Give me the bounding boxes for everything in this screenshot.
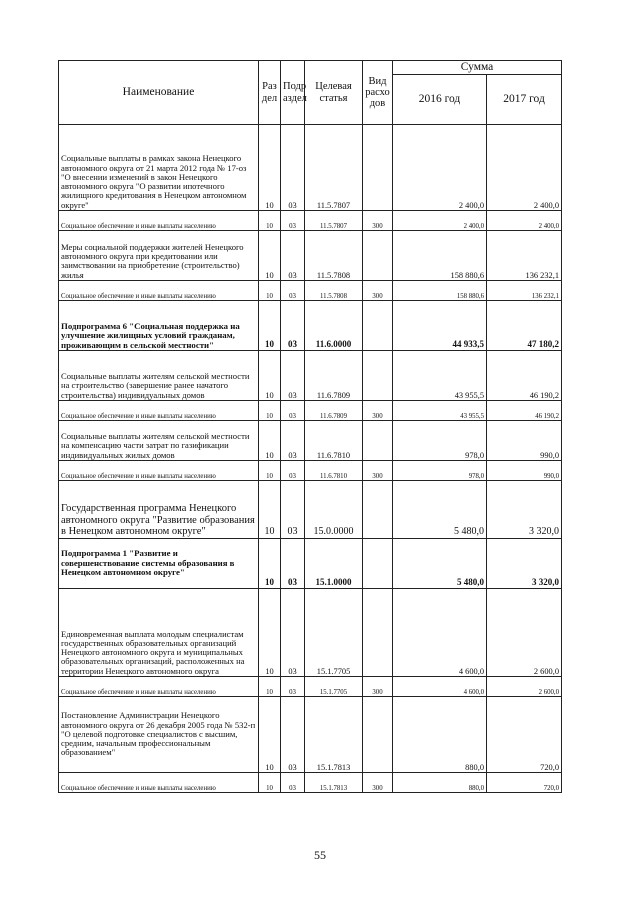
row-podrazdel: 03 bbox=[281, 125, 305, 211]
row-year-2016: 44 933,5 bbox=[393, 301, 487, 351]
row-year-2017: 46 190,2 bbox=[487, 401, 562, 421]
row-expense-type bbox=[363, 589, 393, 677]
row-razdel: 10 bbox=[259, 281, 281, 301]
row-year-2017: 136 232,1 bbox=[487, 281, 562, 301]
row-target: 15.1.7705 bbox=[305, 589, 363, 677]
row-year-2017: 46 190,2 bbox=[487, 351, 562, 401]
row-target: 11.6.0000 bbox=[305, 301, 363, 351]
table-row bbox=[59, 351, 562, 401]
row-expense-type: 300 bbox=[363, 773, 393, 793]
row-year-2017: 3 320,0 bbox=[487, 481, 562, 539]
row-target: 11.5.7807 bbox=[305, 125, 363, 211]
row-name: Постановление Администрации Ненецкого автономного округа от 26 декабря 2005 года № 532-п "О целевой подготовке специалистов с высшим, средним, начальным профессиональным образованием" bbox=[59, 697, 259, 773]
row-razdel: 10 bbox=[259, 301, 281, 351]
row-razdel: 10 bbox=[259, 773, 281, 793]
row-expense-type bbox=[363, 421, 393, 461]
row-expense-type bbox=[363, 481, 393, 539]
row-year-2017: 720,0 bbox=[487, 697, 562, 773]
row-razdel: 10 bbox=[259, 401, 281, 421]
row-name: Социальное обеспечение и иные выплаты населению bbox=[59, 773, 259, 793]
row-target: 11.5.7808 bbox=[305, 281, 363, 301]
row-year-2017: 2 600,0 bbox=[487, 677, 562, 697]
row-razdel: 10 bbox=[259, 351, 281, 401]
page-number: 55 bbox=[314, 848, 326, 862]
row-razdel: 10 bbox=[259, 697, 281, 773]
row-year-2017: 990,0 bbox=[487, 421, 562, 461]
row-year-2017: 2 600,0 bbox=[487, 589, 562, 677]
row-year-2016: 43 955,5 bbox=[393, 351, 487, 401]
budget-table bbox=[58, 60, 562, 793]
table-row bbox=[59, 677, 562, 697]
row-year-2016: 4 600,0 bbox=[393, 677, 487, 697]
table-row bbox=[59, 773, 562, 793]
row-expense-type: 300 bbox=[363, 211, 393, 231]
row-razdel: 10 bbox=[259, 461, 281, 481]
table-row bbox=[59, 481, 562, 539]
row-razdel: 10 bbox=[259, 231, 281, 281]
row-razdel: 10 bbox=[259, 125, 281, 211]
row-target: 11.6.7810 bbox=[305, 461, 363, 481]
row-podrazdel: 03 bbox=[281, 539, 305, 589]
table-row bbox=[59, 697, 562, 773]
row-name: Государственная программа Ненецкого автономного округа "Развитие образования в Ненецком автономном округе" bbox=[59, 481, 259, 539]
row-name: Социальное обеспечение и иные выплаты населению bbox=[59, 677, 259, 697]
header-year-2016: 2016 год bbox=[393, 75, 487, 125]
table-row bbox=[59, 539, 562, 589]
header-podrazdel: Подр аздел bbox=[281, 61, 305, 125]
header-expense-type: Вид расхо дов bbox=[363, 61, 393, 125]
row-podrazdel: 03 bbox=[281, 773, 305, 793]
row-target: 15.1.7705 bbox=[305, 677, 363, 697]
row-name: Подпрограмма 1 "Развитие и совершенствование системы образования в Ненецком автономном округе" bbox=[59, 539, 259, 589]
row-expense-type bbox=[363, 125, 393, 211]
table-row bbox=[59, 231, 562, 281]
row-podrazdel: 03 bbox=[281, 421, 305, 461]
row-podrazdel: 03 bbox=[281, 697, 305, 773]
table-row bbox=[59, 401, 562, 421]
row-expense-type bbox=[363, 351, 393, 401]
row-year-2017: 47 180,2 bbox=[487, 301, 562, 351]
row-target: 11.5.7808 bbox=[305, 231, 363, 281]
row-expense-type: 300 bbox=[363, 281, 393, 301]
row-year-2016: 978,0 bbox=[393, 421, 487, 461]
row-podrazdel: 03 bbox=[281, 677, 305, 697]
row-target: 15.1.7813 bbox=[305, 773, 363, 793]
row-podrazdel: 03 bbox=[281, 401, 305, 421]
row-podrazdel: 03 bbox=[281, 461, 305, 481]
row-target: 11.6.7809 bbox=[305, 351, 363, 401]
row-expense-type bbox=[363, 697, 393, 773]
row-year-2016: 4 600,0 bbox=[393, 589, 487, 677]
table-row bbox=[59, 211, 562, 231]
row-target: 11.5.7807 bbox=[305, 211, 363, 231]
row-name: Социальные выплаты жителям сельской местности на строительство (завершение ранее начатого строительства) индивидуальных домов bbox=[59, 351, 259, 401]
table-row bbox=[59, 125, 562, 211]
row-podrazdel: 03 bbox=[281, 351, 305, 401]
row-year-2017: 990,0 bbox=[487, 461, 562, 481]
row-year-2016: 158 880,6 bbox=[393, 231, 487, 281]
row-target: 15.1.7813 bbox=[305, 697, 363, 773]
row-expense-type bbox=[363, 539, 393, 589]
row-expense-type: 300 bbox=[363, 401, 393, 421]
row-expense-type bbox=[363, 301, 393, 351]
row-razdel: 10 bbox=[259, 421, 281, 461]
table-row bbox=[59, 301, 562, 351]
row-target: 11.6.7809 bbox=[305, 401, 363, 421]
row-expense-type: 300 bbox=[363, 461, 393, 481]
row-year-2016: 5 480,0 bbox=[393, 539, 487, 589]
row-year-2017: 136 232,1 bbox=[487, 231, 562, 281]
row-name: Социальное обеспечение и иные выплаты населению bbox=[59, 211, 259, 231]
row-name: Социальное обеспечение и иные выплаты населению bbox=[59, 281, 259, 301]
row-podrazdel: 03 bbox=[281, 211, 305, 231]
row-podrazdel: 03 bbox=[281, 589, 305, 677]
row-name: Социальное обеспечение и иные выплаты населению bbox=[59, 401, 259, 421]
row-razdel: 10 bbox=[259, 481, 281, 539]
row-year-2017: 720,0 bbox=[487, 773, 562, 793]
row-year-2017: 2 400,0 bbox=[487, 125, 562, 211]
row-name: Социальные выплаты в рамках закона Ненецкого автономного округа от 21 марта 2012 года № 17-оз "О внесении изменений в закон Ненецкого автономного округа "О развитии ипотечного жилищного кредитования в Ненецком автономном округе" bbox=[59, 125, 259, 211]
row-expense-type: 300 bbox=[363, 677, 393, 697]
row-year-2016: 880,0 bbox=[393, 697, 487, 773]
row-razdel: 10 bbox=[259, 589, 281, 677]
row-year-2017: 3 320,0 bbox=[487, 539, 562, 589]
row-name: Социальное обеспечение и иные выплаты населению bbox=[59, 461, 259, 481]
row-name: Социальные выплаты жителям сельской местности на компенсацию части затрат по газификации индивидуальных жилых домов bbox=[59, 421, 259, 461]
row-razdel: 10 bbox=[259, 677, 281, 697]
row-year-2016: 880,0 bbox=[393, 773, 487, 793]
row-target: 15.0.0000 bbox=[305, 481, 363, 539]
row-podrazdel: 03 bbox=[281, 301, 305, 351]
row-podrazdel: 03 bbox=[281, 481, 305, 539]
row-year-2016: 2 400,0 bbox=[393, 211, 487, 231]
row-razdel: 10 bbox=[259, 539, 281, 589]
row-year-2016: 43 955,5 bbox=[393, 401, 487, 421]
row-year-2017: 2 400,0 bbox=[487, 211, 562, 231]
header-target: Целевая статья bbox=[305, 61, 363, 125]
row-name: Меры социальной поддержки жителей Ненецкого автономного округа при кредитовании или заимствовании на приобретение (строительство) жилья bbox=[59, 231, 259, 281]
row-year-2016: 978,0 bbox=[393, 461, 487, 481]
table-row bbox=[59, 461, 562, 481]
row-target: 15.1.0000 bbox=[305, 539, 363, 589]
row-name: Подпрограмма 6 "Социальная поддержка на улучшение жилищных условий гражданам, проживающим в сельской местности" bbox=[59, 301, 259, 351]
table-row bbox=[59, 589, 562, 677]
row-year-2016: 5 480,0 bbox=[393, 481, 487, 539]
header-sum: Сумма bbox=[393, 61, 562, 75]
row-year-2016: 158 880,6 bbox=[393, 281, 487, 301]
row-target: 11.6.7810 bbox=[305, 421, 363, 461]
table-row bbox=[59, 281, 562, 301]
row-podrazdel: 03 bbox=[281, 281, 305, 301]
row-podrazdel: 03 bbox=[281, 231, 305, 281]
table-row bbox=[59, 421, 562, 461]
header-year-2017: 2017 год bbox=[487, 75, 562, 125]
row-name: Единовременная выплата молодым специалистам государственных образовательных организаций Ненецкого автономного округа и муниципальных образовательных организаций, расположенных на территории Ненецкого автономного округа bbox=[59, 589, 259, 677]
header-name: Наименование bbox=[59, 61, 259, 125]
row-expense-type bbox=[363, 231, 393, 281]
row-razdel: 10 bbox=[259, 211, 281, 231]
header-razdel: Раз дел bbox=[259, 61, 281, 125]
row-year-2016: 2 400,0 bbox=[393, 125, 487, 211]
